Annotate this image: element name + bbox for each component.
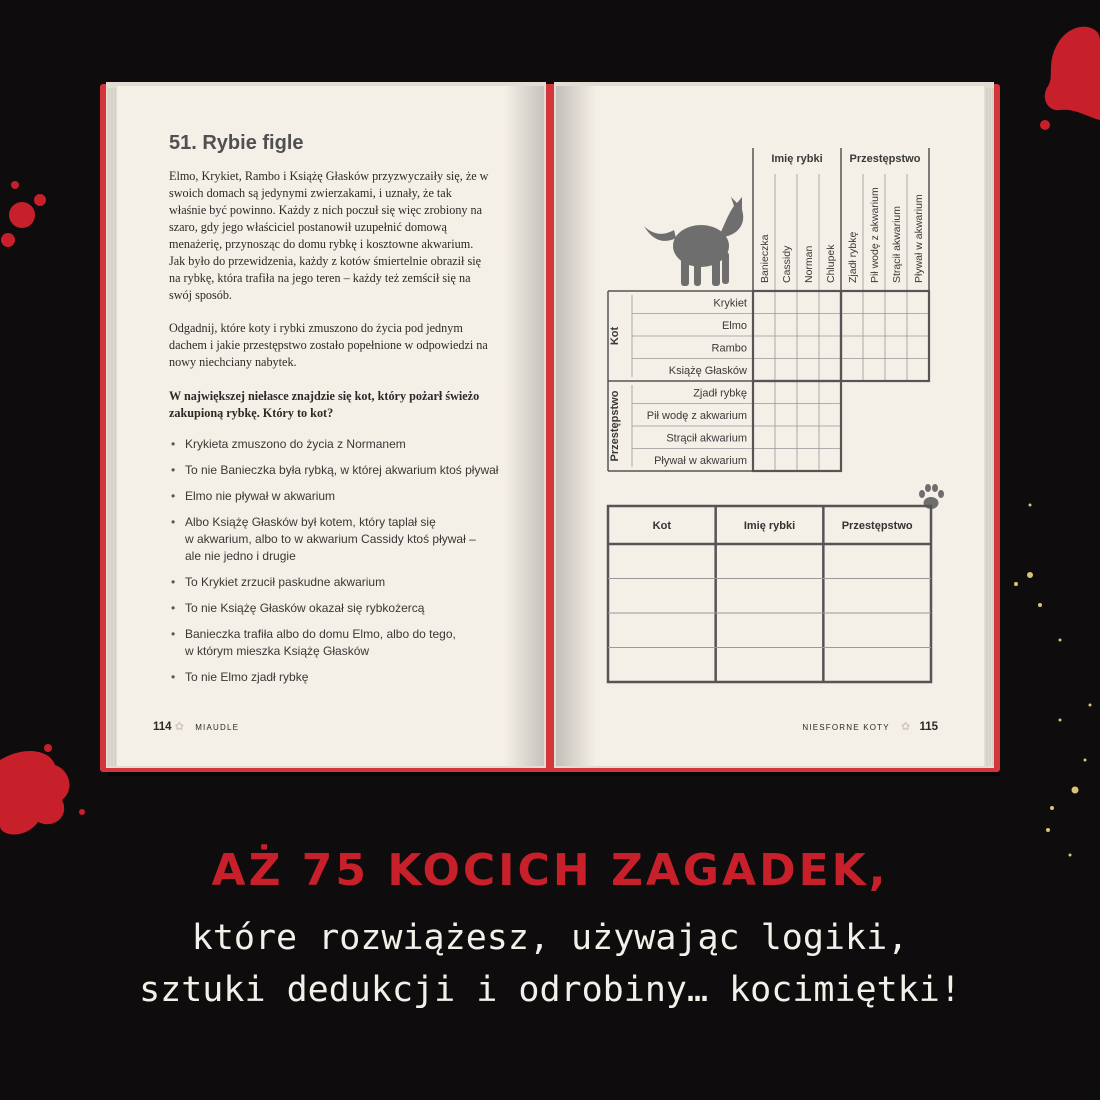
column-item-label: Pił wodę z akwarium: [869, 187, 881, 283]
row-item-label: Elmo: [721, 319, 747, 332]
row-group-label: Kot: [609, 326, 621, 346]
running-head: MIAUDLE: [195, 723, 240, 732]
clue-item: • Albo Książę Głasków był kotem, który taplał się w akwarium, albo to w akwarium Cassidy ktoś pływał – ale nie jedno i drugie: [169, 514, 499, 565]
clue-item: • To nie Elmo zjadł rybkę: [169, 669, 499, 686]
clue-item: • Krykieta zmuszono do życia z Normanem: [169, 436, 499, 453]
column-group-label: Przestępstwo: [849, 153, 921, 165]
column-item-label: Strącił akwarium: [891, 205, 903, 283]
task-paragraph: Odgadnij, które koty i rybki zmuszono do życia pod jednym dachem i jakie przestępstwo zostało popełnione w odpowiedzi na nowy niechciany nabytek.: [169, 321, 488, 369]
clue-item: • Banieczka trafiła albo do domu Elmo, albo do tego, w którym mieszka Książę Głasków: [169, 626, 499, 660]
intro-paragraph: Elmo, Krykiet, Rambo i Książę Głasków przyzwyczaiły się, że w swoich domach są jedynymi zwierzakami, i uznały, że tak właśnie być powinno. Każdy z nich poczuł się więc zrobiony na szaro, gdy jego właściciel postanowił uzupełnić domową menażerię, przynosząc do domu rybkę i kosztowne akwarium. Jak było do przewidzenia, każdy z kotów śmiertelnie obraził się na rybkę, która trafiła na jego teren – każdy też zemścił się na swój sposób.: [169, 169, 489, 302]
question-paragraph: W największej niełasce znajdzie się kot, który pożarł świeżo zakupioną rybkę. Który to kot?: [169, 389, 480, 420]
clue-item: • To nie Banieczka była rybką, w której akwarium ktoś pływał: [169, 462, 499, 479]
answer-table-header: Przestępstwo: [841, 520, 913, 532]
row-item-label: Pił wodę z akwarium: [646, 409, 747, 422]
tagline-line-1: które rozwiążesz, używając logiki,: [191, 918, 909, 958]
column-item-label: Norman: [803, 245, 815, 283]
clue-item: • To Krykiet zrzucił paskudne akwarium: [169, 574, 499, 591]
column-item-label: Chlupek: [825, 244, 837, 283]
tagline-line-2: sztuki dedukcji i odrobiny… kocimiętki!: [139, 970, 961, 1010]
row-item-label: Krykiet: [713, 297, 747, 310]
answer-table-header: Imię rybki: [743, 520, 796, 532]
column-group-label: Imię rybki: [771, 153, 823, 165]
row-group-label: Przestępstwo: [609, 390, 621, 462]
right-folio: [794, 720, 938, 733]
column-item-label: Pływał w akwarium: [913, 194, 925, 283]
answer-table-header: Kot: [652, 520, 671, 532]
logic-grid: [556, 86, 984, 766]
answer-table-frame: [608, 506, 931, 682]
column-item-label: Cassidy: [781, 245, 793, 283]
page-number: 115: [919, 721, 938, 733]
paw-mini-icon: ✿: [174, 721, 184, 733]
column-item-label: Zjadł rybkę: [847, 231, 859, 283]
right-page: [556, 86, 984, 766]
row-item-label: Książę Głasków: [668, 364, 747, 377]
row-item-label: Strącił akwarium: [666, 432, 747, 445]
running-head: NIESFORNE KOTY: [802, 723, 890, 732]
column-item-label: Banieczka: [759, 234, 771, 283]
cat-silhouette-icon: [644, 197, 743, 286]
clue-item: • To nie Książę Głasków okazał się rybkożercą: [169, 600, 499, 617]
row-item-label: Rambo: [711, 342, 747, 355]
page-number: 114: [153, 721, 172, 733]
clue-item: • Elmo nie pływał w akwarium: [169, 488, 499, 505]
row-item-label: Pływał w akwarium: [654, 454, 747, 467]
left-page: [117, 86, 544, 766]
headline: AŻ 75 KOCICH ZAGADEK,: [211, 845, 889, 896]
clue-list: [169, 436, 499, 695]
row-item-label: Zjadł rybkę: [693, 387, 747, 400]
puzzle-title: 51. Rybie figle: [169, 132, 304, 154]
left-folio: [153, 720, 247, 733]
paw-mini-icon: ✿: [901, 721, 911, 733]
